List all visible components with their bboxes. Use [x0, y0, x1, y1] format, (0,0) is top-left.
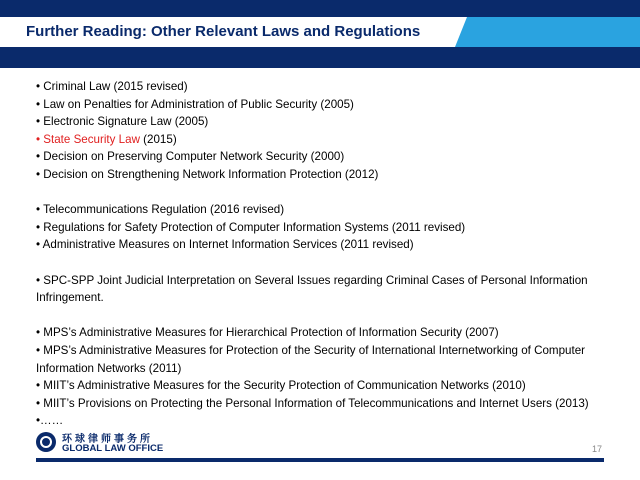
highlighted-law-year: (2015)	[139, 132, 177, 146]
list-item-highlighted	[36, 131, 626, 149]
spacer	[36, 184, 626, 202]
slide-title: Further Reading: Other Relevant Laws and Regulations	[26, 23, 421, 40]
list-item: • MPS’s Administrative Measures for Hierarchical Protection of Information Security (2007)	[36, 326, 499, 340]
spacer	[36, 254, 626, 272]
list-item: • Telecommunications Regulation (2016 revised)	[36, 203, 285, 217]
globe-logo-icon	[36, 432, 56, 452]
list-item: • Decision on Preserving Computer Network Security (2000)	[36, 150, 345, 164]
page-number: 17	[592, 444, 603, 454]
list-item: • Regulations for Safety Protection of Computer Information Systems (2011 revised)	[36, 220, 466, 234]
logo-chinese-name: 环球律师事务所	[62, 434, 153, 445]
footer-bar	[36, 458, 604, 462]
list-item: • MIIT’s Provisions on Protecting the Personal Information of Telecommunications and Internet Users (2013)	[36, 396, 589, 410]
list-item: • SPC-SPP Joint Judicial Interpretation on Several Issues regarding Criminal Cases of Personal Information Infringement.	[36, 273, 588, 305]
list-item: •……	[36, 414, 64, 428]
highlighted-law: • State Security Law	[36, 132, 140, 146]
list-item: • Electronic Signature Law (2005)	[36, 115, 209, 129]
header-accent	[448, 17, 640, 47]
list-item: • Criminal Law (2015 revised)	[36, 80, 188, 93]
list-item: • MIIT’s Administrative Measures for the Security Protection of Communication Networks (2010)	[36, 379, 526, 393]
spacer	[36, 307, 626, 325]
logo-english-name: GLOBAL LAW OFFICE	[62, 443, 164, 454]
content-list	[36, 78, 626, 430]
list-item: • Administrative Measures on Internet Information Services (2011 revised)	[36, 238, 414, 252]
list-item: • Law on Penalties for Administration of Public Security (2005)	[36, 97, 354, 111]
list-item: • MPS’s Administrative Measures for Protection of the Security of International Internetworking of Computer Information Networks (2011)	[36, 343, 586, 375]
list-item: • Decision on Strengthening Network Information Protection (2012)	[36, 167, 379, 181]
